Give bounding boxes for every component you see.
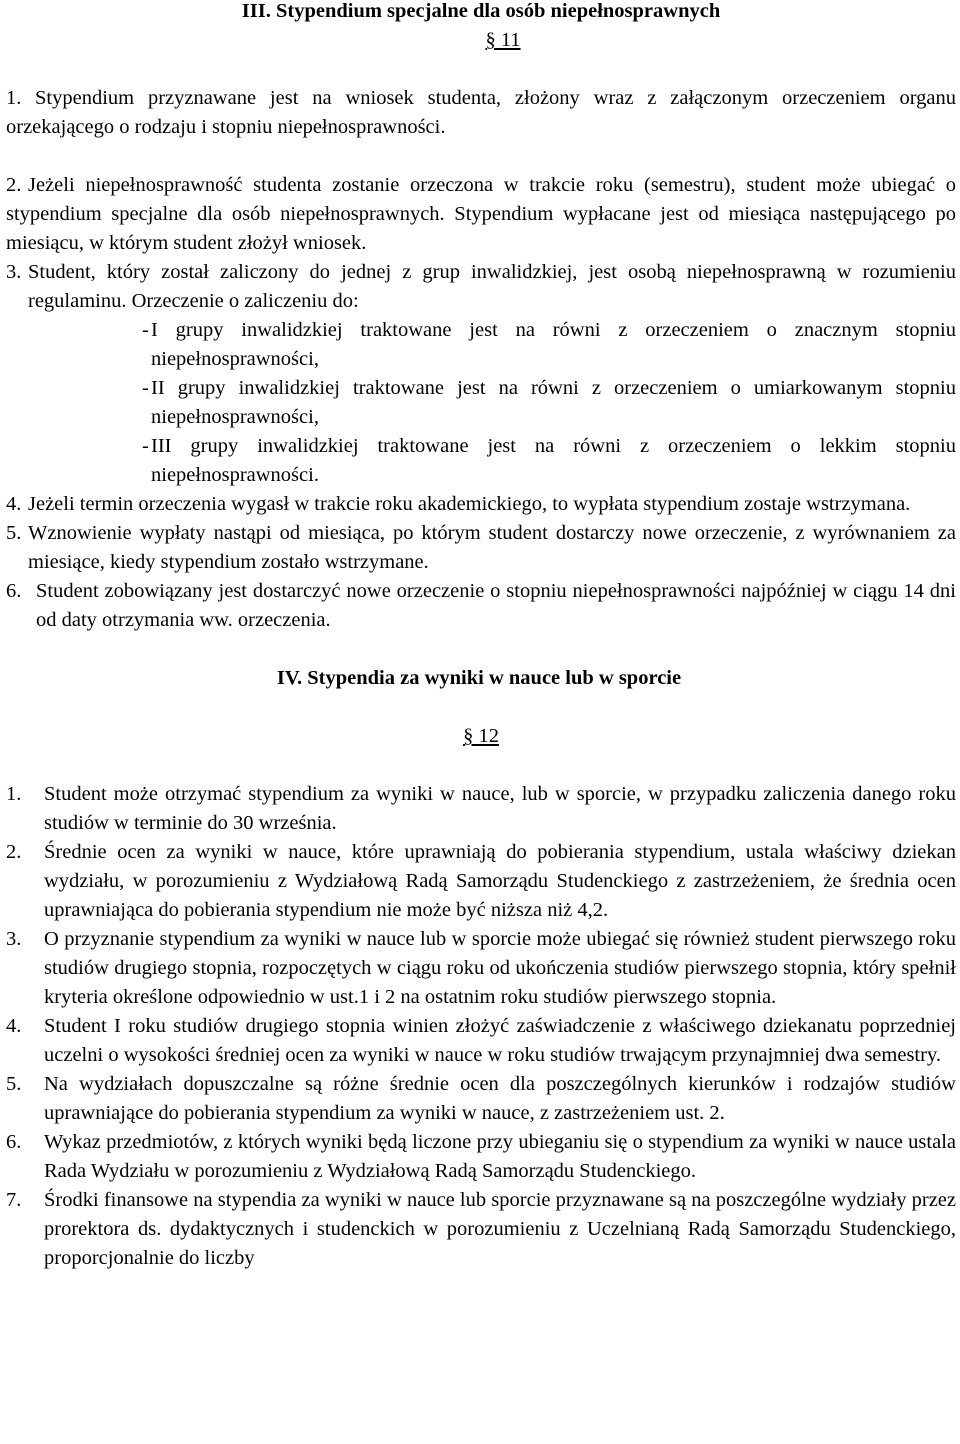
s4-item-1-text: Student może otrzymać stypendium za wyniki w nauce, lub w sporcie, w przypadku zaliczenia danego roku studiów w terminie do 30 września.: [44, 783, 956, 834]
s3-subitem-3: [6, 432, 956, 490]
s4-item-4: [6, 1012, 956, 1070]
s4-item-7-text: Środki finansowe na stypendia za wyniki w nauce lub sporcie przyznawane są na poszczególne wydziały przez prorektora ds. dydaktycznych i studenckich w porozumieniu z Uczelnianą Radą Samorządu Studenckiego, proporcjonalnie do liczby: [44, 1189, 956, 1269]
s4-item-7: [6, 1186, 956, 1273]
s3-item-1: [6, 84, 956, 142]
s3-item-2-number: 2.: [6, 174, 22, 196]
s4-item-1: [6, 780, 956, 838]
s3-item-6-text: Student zobowiązany jest dostarczyć nowe orzeczenie o stopniu niepełnosprawności najpóźniej w ciągu 14 dni od daty otrzymania ww. orzeczenia.: [36, 580, 956, 631]
s3-item-5-number: 5.: [6, 522, 22, 544]
s3-subitem-3-text: III grupy inwalidzkiej traktowane jest na równi z orzeczeniem o lekkim stopniu niepełnosprawności.: [151, 435, 956, 486]
s3-item-1-text: Stypendium przyznawane jest na wniosek studenta, złożony wraz z załączonym orzeczeniem organu orzekającego o rodzaju i stopniu niepełnosprawności.: [6, 87, 956, 138]
s3-item-2-text: Jeżeli niepełnosprawność studenta zostanie orzeczona w trakcie roku (semestru), student może ubiegać o stypendium specjalne dla osób niepełnosprawnych. Stypendium wypłacane jest od miesiąca następującego po miesiącu, w którym student złożył wniosek.: [6, 174, 956, 254]
section-4-title: IV. Stypendia za wyniki w nauce lub w sporcie: [276, 667, 682, 689]
s4-item-4-text: Student I roku studiów drugiego stopnia winien złożyć zaświadczenie z właściwego dziekanatu poprzedniej uczelni o wysokości średniej ocen za wyniki w nauce w roku studiów trwającym przynajmniej dwa semestry.: [44, 1015, 956, 1066]
paragraph-12-heading: § 12: [463, 725, 499, 747]
s3-item-4-number: 4.: [6, 493, 22, 515]
s3-subitem-2: [6, 374, 956, 432]
s3-item-6-number: 6.: [6, 580, 22, 602]
s3-item-4-text: Jeżeli termin orzeczenia wygasł w trakcie roku akademickiego, to wypłata stypendium zostaje wstrzymana.: [28, 493, 911, 515]
s4-item-6: [6, 1128, 956, 1186]
s4-item-1-number: 1.: [6, 783, 22, 805]
s3-item-5-text: Wznowienie wypłaty nastąpi od miesiąca, po którym student dostarczy nowe orzeczenie, z wyrównaniem za miesiące, kiedy stypendium zostało wstrzymane.: [28, 522, 956, 573]
s3-subitem-2-dash: -: [142, 377, 149, 399]
s4-item-2-text: Średnie ocen za wyniki w nauce, które uprawniają do pobierania stypendium, ustala właściwy dziekan wydziału, w porozumieniu z Wydziałową Radą Samorządu Studenckiego z zastrzeżeniem, że średnia ocen uprawniająca do pobierania stypendium nie może być niższa niż 4,2.: [44, 841, 956, 921]
s3-subitem-1-text: I grupy inwalidzkiej traktowane jest na równi z orzeczeniem o znacznym stopniu niepełnosprawności,: [151, 319, 956, 370]
s3-item-3: [6, 258, 956, 316]
s3-item-6: [6, 577, 956, 635]
s4-item-4-number: 4.: [6, 1015, 22, 1037]
s4-item-5-text: Na wydziałach dopuszczalne są różne średnie ocen dla poszczególnych kierunków i rodzajów studiów uprawniające do pobierania stypendium za wyniki w nauce, z zastrzeżeniem ust. 2.: [44, 1073, 956, 1124]
s4-item-7-number: 7.: [6, 1189, 22, 1211]
s3-subitem-1-dash: -: [142, 319, 149, 341]
s4-item-3-text: O przyznanie stypendium za wyniki w nauce lub w sporcie może ubiegać się również student pierwszego roku studiów drugiego stopnia, rozpoczętych w ciągu roku od ukończenia studiów pierwszego stopnia, który spełnił kryteria określone odpowiednio w ust.1 i 2 na ostatnim roku studiów pierwszego stopnia.: [44, 928, 956, 1008]
s4-item-3: [6, 925, 956, 1012]
s3-item-2: [6, 171, 956, 258]
s3-item-3-text: Student, który został zaliczony do jednej z grup inwalidzkiej, jest osobą niepełnosprawną w rozumieniu regulaminu. Orzeczenie o zaliczeniu do:: [28, 261, 956, 312]
s4-item-2: [6, 838, 956, 925]
s3-item-4: [6, 490, 956, 519]
paragraph-11-heading: § 11: [485, 29, 521, 51]
s3-subitem-1: [6, 316, 956, 374]
s3-item-5: [6, 519, 956, 577]
s3-subitem-2-text: II grupy inwalidzkiej traktowane jest na równi z orzeczeniem o umiarkowanym stopniu niepełnosprawności,: [151, 377, 956, 428]
s4-item-3-number: 3.: [6, 928, 22, 950]
s3-subitem-3-dash: -: [142, 435, 149, 457]
s3-item-1-number: 1.: [6, 87, 22, 109]
section-3-title: III. Stypendium specjalne dla osób niepełnosprawnych: [241, 0, 721, 22]
s4-item-6-text: Wykaz przedmiotów, z których wyniki będą liczone przy ubieganiu się o stypendium za wyniki w nauce ustala Rada Wydziału w porozumieniu z Wydziałową Radą Samorządu Studenckiego.: [44, 1131, 956, 1182]
s4-item-6-number: 6.: [6, 1131, 22, 1153]
s4-item-2-number: 2.: [6, 841, 22, 863]
document-page: [6, 0, 956, 1273]
s3-item-3-number: 3.: [6, 261, 22, 283]
s4-item-5-number: 5.: [6, 1073, 22, 1095]
s4-item-5: [6, 1070, 956, 1128]
